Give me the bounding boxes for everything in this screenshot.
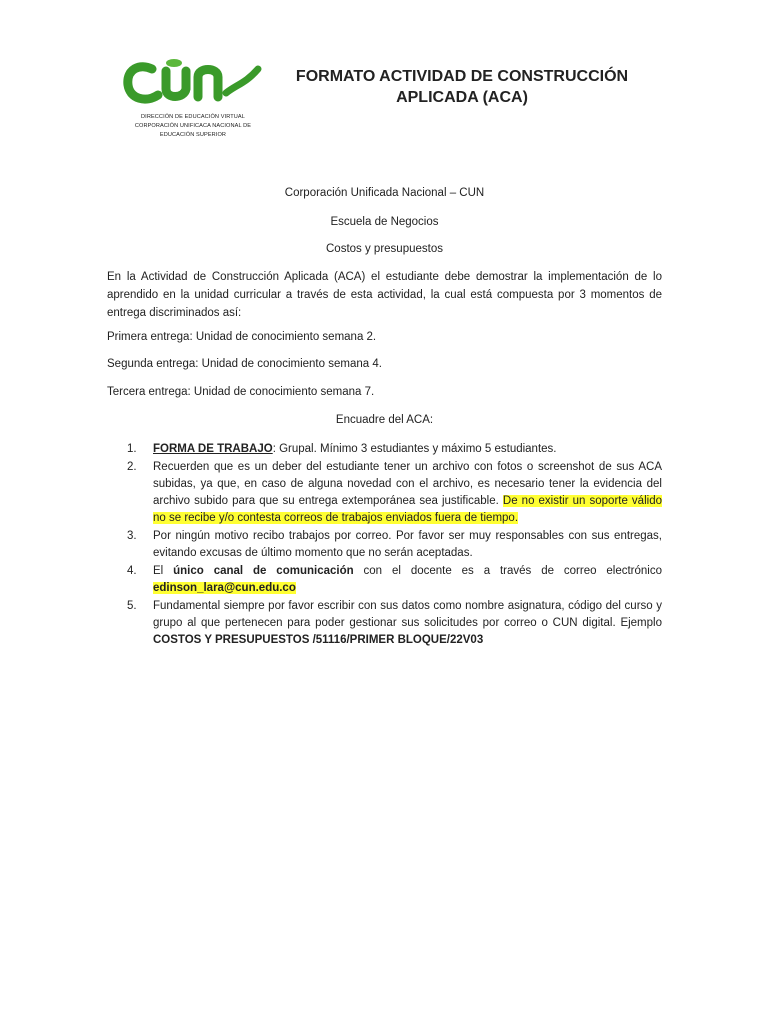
data-instructions-text: Fundamental siempre por favor escribir con sus datos como nombre asignatura, código del curso y grupo al que pertenecen para poder gestionar sus solicitudes por correo o CUN digital. Ejemplo bbox=[153, 600, 662, 629]
delivery-first: Primera entrega: Unidad de conocimiento semana 2. bbox=[107, 331, 377, 343]
no-email-text: Por ningún motivo recibo trabajos por correo. Por favor ser muy responsables con sus entregas, evitando excusas de último momento que no serán aceptadas. bbox=[153, 530, 662, 559]
channel-pre: El bbox=[153, 565, 174, 577]
framing-list bbox=[127, 441, 662, 650]
list-item bbox=[127, 563, 662, 597]
delivery-second: Segunda entrega: Unidad de conocimiento semana 4. bbox=[107, 358, 382, 370]
channel-post: con el docente es a través de correo electrónico bbox=[353, 565, 662, 577]
evidence-text: Recuerden que es un deber del estudiante tener un archivo con fotos o screenshot de sus ACA subidas, ya que, en caso de alguna novedad con el archivo, es necesario tener la evidencia del archivo subido para que su entrega extemporánea sea justificable. bbox=[153, 461, 662, 507]
delivery-third: Tercera entrega: Unidad de conocimiento semana 7. bbox=[107, 386, 375, 398]
institution-name: Corporación Unificada Nacional – CUN bbox=[284, 187, 485, 199]
list-item bbox=[127, 528, 662, 562]
list-number: 3. bbox=[127, 530, 137, 542]
subject-example: COSTOS Y PRESUPUESTOS /51116/PRIMER BLOQUE/22V03 bbox=[153, 634, 484, 646]
logo-caption-line: EDUCACIÓN SUPERIOR bbox=[159, 132, 227, 138]
cun-logo-graphic bbox=[122, 55, 264, 107]
list-item bbox=[127, 441, 662, 458]
list-item bbox=[127, 459, 662, 527]
document-title-line2: APLICADA (ACA) bbox=[396, 89, 528, 106]
course-name: Costos y presupuestos bbox=[326, 243, 443, 255]
list-number: 1. bbox=[127, 443, 137, 455]
school-name: Escuela de Negocios bbox=[330, 216, 439, 228]
intro-paragraph: En la Actividad de Construcción Aplicada (ACA) el estudiante debe demostrar la implementación de lo aprendido en la unidad curricular a través de esta actividad, la cual está compuesta por 3 momentos de entrega discriminados así: bbox=[107, 271, 662, 319]
teacher-email-link[interactable]: edinson_lara@cun.edu.co bbox=[153, 582, 296, 594]
evidence-warning-highlight: De no existir un soporte válido no se recibe y/o contesta correos de trabajos enviados fuera de tiempo. bbox=[153, 495, 662, 524]
document-title bbox=[272, 66, 652, 108]
logo-caption-line: DIRECCIÓN DE EDUCACIÓN VIRTUAL bbox=[141, 114, 245, 120]
framing-title: Encuadre del ACA: bbox=[335, 414, 434, 426]
list-number: 2. bbox=[127, 461, 137, 473]
work-mode-label: FORMA DE TRABAJO bbox=[153, 443, 273, 455]
logo-caption bbox=[118, 113, 268, 140]
cun-logo bbox=[118, 55, 268, 145]
channel-bold: único canal de comunicación bbox=[173, 565, 354, 577]
list-number: 5. bbox=[127, 600, 137, 612]
work-mode-text: : Grupal. Mínimo 3 estudiantes y máximo 5 estudiantes. bbox=[272, 443, 557, 455]
document-title-line1: FORMATO ACTIVIDAD DE CONSTRUCCIÓN bbox=[295, 68, 629, 85]
logo-caption-line: CORPORACIÓN UNIFICACA NACIONAL DE bbox=[134, 123, 252, 129]
list-number: 4. bbox=[127, 565, 137, 577]
list-item bbox=[127, 598, 662, 649]
